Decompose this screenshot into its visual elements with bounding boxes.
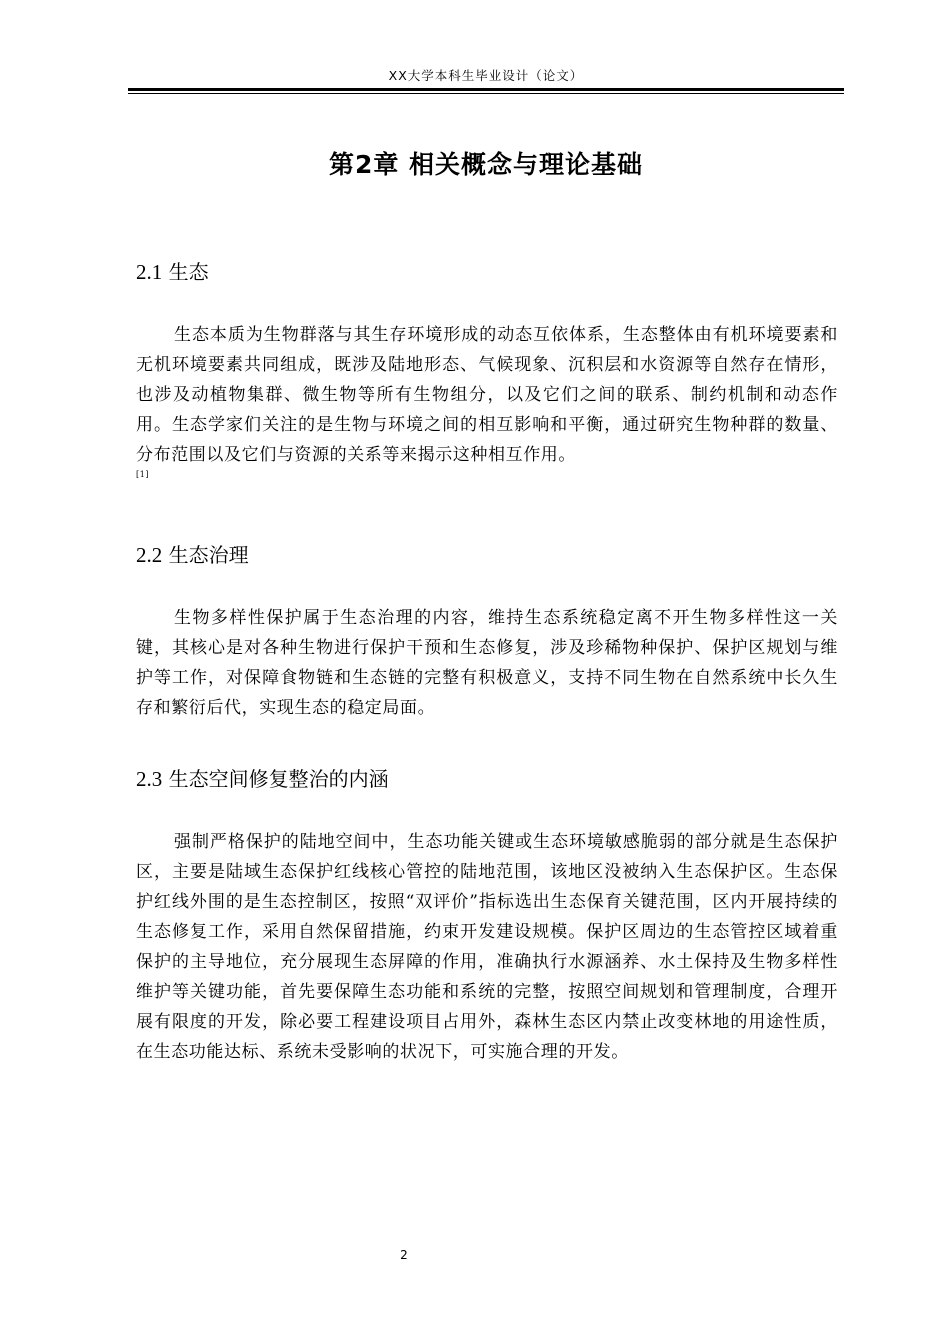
section-paragraph-2-1 (136, 320, 838, 500)
header-rule-thin (128, 93, 844, 94)
section-title: 生态 (168, 260, 209, 284)
citation-marker: [1] (136, 470, 150, 479)
section-heading-2-1 (136, 256, 209, 285)
section-title: 生态治理 (168, 543, 249, 567)
paragraph-text: 生态本质为生物群落与其生存环境形成的动态互依体系，生态整体由有机环境要素和无机环境要素共同组成，既涉及陆地形态、气候现象、沉积层和水资源等自然存在情形，也涉及动植物集群、微生物等所有生物组分，以及它们之间的联系、制约机制和动态作用。生态学家们关注的是生物与环境之间的相互影响和平衡，通过研究生物种群的数量、分布范围以及它们与资源的关系等来揭示这种相互作用。 (136, 325, 838, 465)
page-number: 2 (400, 1248, 408, 1262)
section-paragraph-2-2 (136, 603, 838, 723)
section-number: 2.3 (136, 767, 163, 791)
chapter-title: 第2章 相关概念与理论基础 (328, 150, 644, 179)
paragraph-text: 生物多样性保护属于生态治理的内容，维持生态系统稳定离不开生物多样性这一关键，其核心是对各种生物进行保护干预和生态修复，涉及珍稀物种保护、保护区规划与维护等工作，对保障食物链和生态链的完整有积极意义，支持不同生物在自然系统中长久生存和繁衍后代，实现生态的稳定局面。 (136, 608, 838, 718)
running-header: XX大学本科生毕业设计（论文） (388, 68, 584, 83)
section-paragraph-2-3 (136, 827, 838, 1067)
header-rule-thick (128, 88, 844, 91)
section-number: 2.2 (136, 543, 163, 567)
paragraph-text: 强制严格保护的陆地空间中，生态功能关键或生态环境敏感脆弱的部分就是生态保护区，主要是陆域生态保护红线核心管控的陆地范围，该地区没被纳入生态保护区。生态保护红线外围的是生态控制区，按照“双评价”指标选出生态保育关键范围，区内开展持续的生态修复工作，采用自然保留措施，约束开发建设规模。保护区周边的生态管控区域着重保护的主导地位，充分展现生态屏障的作用，准确执行水源涵养、水土保持及生物多样性维护等关键功能，首先要保障生态功能和系统的完整，按照空间规划和管理制度，合理开展有限度的开发，除必要工程建设项目占用外，森林生态区内禁止改变林地的用途性质，在生态功能达标、系统未受影响的状况下，可实施合理的开发。 (136, 832, 838, 1062)
section-title: 生态空间修复整治的内涵 (168, 767, 389, 791)
section-heading-2-2 (136, 539, 249, 568)
section-number: 2.1 (136, 260, 163, 284)
section-heading-2-3 (136, 763, 389, 792)
